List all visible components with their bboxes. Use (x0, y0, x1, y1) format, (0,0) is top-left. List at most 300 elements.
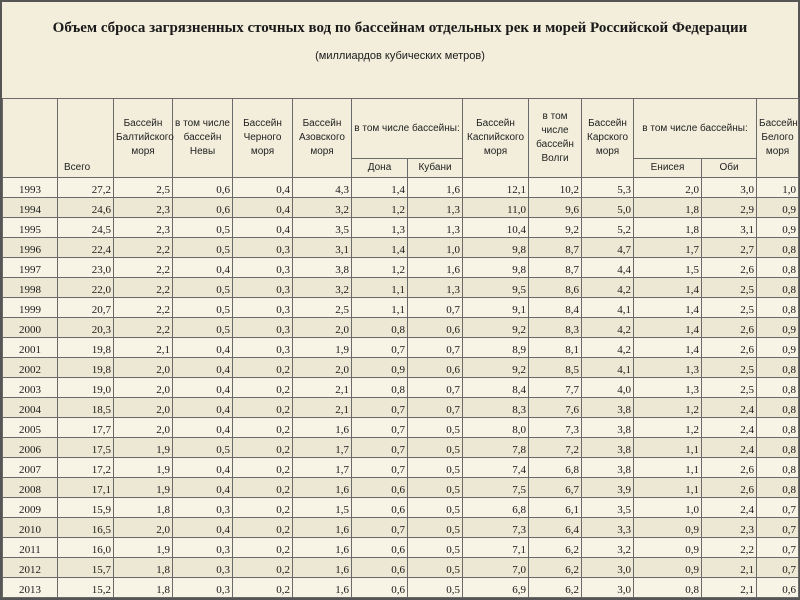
value-cell: 3,1 (293, 238, 352, 258)
value-cell: 0,8 (757, 378, 799, 398)
table-row (3, 398, 799, 418)
table-row (3, 278, 799, 298)
value-cell: 0,5 (408, 538, 463, 558)
value-cell: 0,8 (757, 438, 799, 458)
value-cell: 0,8 (352, 318, 408, 338)
value-cell: 2,1 (293, 398, 352, 418)
value-cell: 7,7 (529, 378, 582, 398)
value-cell: 6,4 (529, 518, 582, 538)
value-cell: 3,0 (702, 178, 757, 198)
value-cell: 1,3 (408, 218, 463, 238)
value-cell: 8,4 (529, 298, 582, 318)
value-cell: 1,3 (634, 358, 702, 378)
value-cell: 3,1 (702, 218, 757, 238)
value-cell: 7,1 (463, 538, 529, 558)
value-cell: 2,2 (702, 538, 757, 558)
table-row (3, 318, 799, 338)
value-cell: 2,1 (114, 338, 173, 358)
value-cell: 6,2 (529, 578, 582, 598)
table-row (3, 558, 799, 578)
year-cell: 2000 (3, 318, 58, 338)
year-cell: 1994 (3, 198, 58, 218)
table-row (3, 438, 799, 458)
value-cell: 0,9 (352, 358, 408, 378)
value-cell: 1,4 (634, 318, 702, 338)
value-cell: 2,5 (114, 178, 173, 198)
value-cell: 2,6 (702, 478, 757, 498)
value-cell: 1,2 (634, 398, 702, 418)
value-cell: 3,8 (582, 438, 634, 458)
value-cell: 0,5 (173, 238, 233, 258)
units-subtitle: (миллиардов кубических метров) (315, 50, 485, 62)
value-cell: 8,4 (463, 378, 529, 398)
value-cell: 3,2 (293, 198, 352, 218)
value-cell: 0,8 (757, 358, 799, 378)
value-cell: 1,6 (293, 558, 352, 578)
header-caspian: Бассейн Каспийского моря (463, 99, 529, 178)
value-cell: 0,5 (408, 418, 463, 438)
value-cell: 3,3 (582, 518, 634, 538)
year-cell: 2013 (3, 578, 58, 598)
value-cell: 2,6 (702, 458, 757, 478)
value-cell: 0,9 (757, 338, 799, 358)
value-cell: 0,7 (757, 518, 799, 538)
value-cell: 1,5 (634, 258, 702, 278)
value-cell: 1,3 (408, 198, 463, 218)
value-cell: 1,9 (114, 478, 173, 498)
value-cell: 2,2 (114, 298, 173, 318)
value-cell: 0,6 (408, 318, 463, 338)
value-cell: 8,7 (529, 258, 582, 278)
value-cell: 0,2 (233, 398, 293, 418)
value-cell: 0,8 (757, 418, 799, 438)
value-cell: 2,0 (293, 358, 352, 378)
header-kara-subbasins: в том числе бассейны: (634, 99, 757, 159)
value-cell: 2,0 (114, 418, 173, 438)
value-cell: 2,1 (293, 378, 352, 398)
value-cell: 3,2 (582, 538, 634, 558)
value-cell: 1,3 (408, 278, 463, 298)
value-cell: 2,6 (702, 258, 757, 278)
value-cell: 2,6 (702, 338, 757, 358)
value-cell: 2,6 (702, 318, 757, 338)
year-cell: 1996 (3, 238, 58, 258)
discharge-table (2, 98, 799, 598)
value-cell: 0,5 (408, 578, 463, 598)
value-cell: 1,3 (352, 218, 408, 238)
value-cell: 2,4 (702, 498, 757, 518)
value-cell: 0,8 (352, 378, 408, 398)
value-cell: 0,7 (408, 298, 463, 318)
value-cell: 1,8 (634, 198, 702, 218)
value-cell: 1,6 (293, 578, 352, 598)
year-cell: 2009 (3, 498, 58, 518)
value-cell: 7,4 (463, 458, 529, 478)
year-cell: 2011 (3, 538, 58, 558)
value-cell: 0,5 (173, 298, 233, 318)
value-cell: 15,2 (58, 578, 114, 598)
value-cell: 0,8 (757, 398, 799, 418)
value-cell: 1,4 (352, 178, 408, 198)
value-cell: 16,5 (58, 518, 114, 538)
value-cell: 0,4 (173, 378, 233, 398)
value-cell: 1,8 (114, 498, 173, 518)
value-cell: 3,8 (582, 458, 634, 478)
value-cell: 1,0 (757, 178, 799, 198)
value-cell: 2,0 (114, 518, 173, 538)
value-cell: 9,5 (463, 278, 529, 298)
value-cell: 1,7 (293, 458, 352, 478)
year-cell: 1999 (3, 298, 58, 318)
value-cell: 0,5 (173, 218, 233, 238)
value-cell: 9,6 (529, 198, 582, 218)
value-cell: 2,1 (702, 558, 757, 578)
table-row (3, 418, 799, 438)
header-kuban: Кубани (408, 159, 463, 178)
value-cell: 17,2 (58, 458, 114, 478)
value-cell: 1,7 (293, 438, 352, 458)
value-cell: 0,6 (173, 198, 233, 218)
value-cell: 6,8 (529, 458, 582, 478)
value-cell: 0,4 (173, 358, 233, 378)
value-cell: 19,0 (58, 378, 114, 398)
value-cell: 0,5 (173, 318, 233, 338)
value-cell: 0,6 (352, 538, 408, 558)
value-cell: 1,9 (114, 538, 173, 558)
value-cell: 0,7 (352, 458, 408, 478)
value-cell: 0,7 (352, 398, 408, 418)
year-cell: 2002 (3, 358, 58, 378)
value-cell: 0,5 (408, 438, 463, 458)
value-cell: 0,7 (757, 498, 799, 518)
value-cell: 0,2 (233, 458, 293, 478)
value-cell: 9,2 (463, 318, 529, 338)
year-cell: 2006 (3, 438, 58, 458)
table-row (3, 338, 799, 358)
value-cell: 0,7 (757, 558, 799, 578)
value-cell: 6,2 (529, 558, 582, 578)
value-cell: 0,4 (233, 178, 293, 198)
header-ob: Оби (702, 159, 757, 178)
value-cell: 0,3 (233, 298, 293, 318)
value-cell: 4,2 (582, 338, 634, 358)
value-cell: 0,2 (233, 378, 293, 398)
value-cell: 3,2 (293, 278, 352, 298)
value-cell: 1,2 (352, 198, 408, 218)
value-cell: 3,9 (582, 478, 634, 498)
table-row (3, 538, 799, 558)
value-cell: 1,6 (293, 538, 352, 558)
value-cell: 0,9 (757, 318, 799, 338)
value-cell: 0,4 (233, 198, 293, 218)
value-cell: 20,7 (58, 298, 114, 318)
table-row (3, 298, 799, 318)
value-cell: 2,9 (702, 198, 757, 218)
value-cell: 23,0 (58, 258, 114, 278)
value-cell: 0,6 (352, 558, 408, 578)
value-cell: 6,7 (529, 478, 582, 498)
value-cell: 1,4 (352, 238, 408, 258)
value-cell: 2,2 (114, 258, 173, 278)
value-cell: 0,9 (757, 198, 799, 218)
value-cell: 1,9 (114, 438, 173, 458)
value-cell: 3,8 (582, 418, 634, 438)
value-cell: 0,4 (173, 518, 233, 538)
value-cell: 9,2 (463, 358, 529, 378)
value-cell: 0,4 (173, 478, 233, 498)
value-cell: 0,7 (408, 378, 463, 398)
value-cell: 10,2 (529, 178, 582, 198)
value-cell: 1,1 (352, 298, 408, 318)
value-cell: 1,7 (634, 238, 702, 258)
value-cell: 22,4 (58, 238, 114, 258)
value-cell: 8,7 (529, 238, 582, 258)
value-cell: 1,6 (293, 418, 352, 438)
value-cell: 17,5 (58, 438, 114, 458)
value-cell: 4,2 (582, 278, 634, 298)
value-cell: 0,8 (757, 298, 799, 318)
value-cell: 2,0 (114, 398, 173, 418)
table-row (3, 458, 799, 478)
header-white-sea: Бассейн Белого моря (757, 99, 799, 178)
value-cell: 6,1 (529, 498, 582, 518)
header-kara: Бассейн Карского моря (582, 99, 634, 178)
year-cell: 2005 (3, 418, 58, 438)
value-cell: 1,6 (408, 178, 463, 198)
value-cell: 1,5 (293, 498, 352, 518)
value-cell: 0,8 (634, 578, 702, 598)
value-cell: 0,3 (233, 238, 293, 258)
value-cell: 0,7 (757, 538, 799, 558)
header-neva: в том числе бассейн Невы (173, 99, 233, 178)
value-cell: 2,3 (114, 198, 173, 218)
value-cell: 2,4 (702, 418, 757, 438)
value-cell: 8,3 (463, 398, 529, 418)
value-cell: 2,5 (293, 298, 352, 318)
value-cell: 4,1 (582, 298, 634, 318)
value-cell: 0,2 (233, 518, 293, 538)
value-cell: 4,2 (582, 318, 634, 338)
header-baltic: Бассейн Балтийского моря (114, 99, 173, 178)
value-cell: 9,1 (463, 298, 529, 318)
table-row (3, 358, 799, 378)
value-cell: 2,1 (702, 578, 757, 598)
value-cell: 4,7 (582, 238, 634, 258)
value-cell: 0,2 (233, 438, 293, 458)
value-cell: 0,7 (408, 398, 463, 418)
value-cell: 0,5 (408, 558, 463, 578)
value-cell: 27,2 (58, 178, 114, 198)
value-cell: 0,6 (408, 358, 463, 378)
value-cell: 0,4 (173, 398, 233, 418)
year-cell: 2010 (3, 518, 58, 538)
value-cell: 8,1 (529, 338, 582, 358)
value-cell: 15,9 (58, 498, 114, 518)
header-yenisei: Енисея (634, 159, 702, 178)
value-cell: 6,8 (463, 498, 529, 518)
value-cell: 6,9 (463, 578, 529, 598)
value-cell: 4,3 (293, 178, 352, 198)
value-cell: 1,1 (352, 278, 408, 298)
year-header-cell (3, 99, 58, 178)
value-cell: 5,2 (582, 218, 634, 238)
table-row (3, 258, 799, 278)
value-cell: 7,0 (463, 558, 529, 578)
value-cell: 1,6 (293, 478, 352, 498)
value-cell: 3,5 (582, 498, 634, 518)
value-cell: 0,4 (173, 338, 233, 358)
value-cell: 1,6 (293, 518, 352, 538)
table-row (3, 498, 799, 518)
value-cell: 4,1 (582, 358, 634, 378)
value-cell: 1,0 (634, 498, 702, 518)
value-cell: 0,4 (173, 458, 233, 478)
value-cell: 0,7 (352, 518, 408, 538)
value-cell: 7,2 (529, 438, 582, 458)
value-cell: 0,9 (757, 218, 799, 238)
year-cell: 2004 (3, 398, 58, 418)
value-cell: 0,8 (757, 278, 799, 298)
value-cell: 1,1 (634, 458, 702, 478)
table-row (3, 478, 799, 498)
value-cell: 1,1 (634, 438, 702, 458)
value-cell: 2,7 (702, 238, 757, 258)
value-cell: 7,3 (463, 518, 529, 538)
value-cell: 22,0 (58, 278, 114, 298)
value-cell: 17,1 (58, 478, 114, 498)
value-cell: 0,4 (233, 218, 293, 238)
value-cell: 7,6 (529, 398, 582, 418)
value-cell: 2,4 (702, 438, 757, 458)
header-azov-subbasins: в том числе бассейны: (352, 99, 463, 159)
value-cell: 1,1 (634, 478, 702, 498)
table-row (3, 198, 799, 218)
value-cell: 0,7 (352, 418, 408, 438)
value-cell: 8,5 (529, 358, 582, 378)
value-cell: 0,5 (408, 498, 463, 518)
value-cell: 1,0 (408, 238, 463, 258)
year-cell: 1995 (3, 218, 58, 238)
value-cell: 0,8 (757, 258, 799, 278)
value-cell: 0,9 (634, 558, 702, 578)
table-body (3, 178, 799, 598)
value-cell: 2,0 (293, 318, 352, 338)
value-cell: 5,3 (582, 178, 634, 198)
value-cell: 3,8 (293, 258, 352, 278)
value-cell: 0,6 (352, 478, 408, 498)
year-cell: 2003 (3, 378, 58, 398)
value-cell: 0,2 (233, 558, 293, 578)
value-cell: 8,3 (529, 318, 582, 338)
value-cell: 0,5 (408, 478, 463, 498)
value-cell: 0,2 (233, 478, 293, 498)
value-cell: 2,5 (702, 278, 757, 298)
value-cell: 4,0 (582, 378, 634, 398)
value-cell: 18,5 (58, 398, 114, 418)
value-cell: 1,4 (634, 278, 702, 298)
value-cell: 0,5 (408, 518, 463, 538)
value-cell: 7,5 (463, 478, 529, 498)
value-cell: 2,0 (634, 178, 702, 198)
value-cell: 2,5 (702, 298, 757, 318)
value-cell: 2,2 (114, 278, 173, 298)
value-cell: 1,2 (634, 418, 702, 438)
header-black-sea: Бассейн Черного моря (233, 99, 293, 178)
value-cell: 0,3 (233, 318, 293, 338)
page-title: Объем сброса загрязненных сточных вод по бассейнам отдельных рек и морей Российской Федерации (52, 20, 748, 36)
header-volga: в том числе бассейн Волги (529, 99, 582, 178)
value-cell: 7,3 (529, 418, 582, 438)
value-cell: 0,5 (408, 458, 463, 478)
header-azov: Бассейн Азовского моря (293, 99, 352, 178)
value-cell: 2,0 (114, 358, 173, 378)
value-cell: 3,0 (582, 558, 634, 578)
value-cell: 8,6 (529, 278, 582, 298)
value-cell: 0,3 (173, 578, 233, 598)
value-cell: 9,8 (463, 258, 529, 278)
value-cell: 1,8 (114, 578, 173, 598)
header-don: Дона (352, 159, 408, 178)
value-cell: 0,4 (173, 418, 233, 438)
value-cell: 5,0 (582, 198, 634, 218)
value-cell: 0,9 (634, 518, 702, 538)
value-cell: 19,8 (58, 338, 114, 358)
value-cell: 1,6 (408, 258, 463, 278)
value-cell: 15,7 (58, 558, 114, 578)
value-cell: 0,6 (173, 178, 233, 198)
value-cell: 2,5 (702, 378, 757, 398)
value-cell: 17,7 (58, 418, 114, 438)
year-cell: 2012 (3, 558, 58, 578)
value-cell: 0,3 (233, 278, 293, 298)
value-cell: 6,2 (529, 538, 582, 558)
title-block (2, 2, 798, 98)
table-row (3, 178, 799, 198)
value-cell: 12,1 (463, 178, 529, 198)
year-cell: 2001 (3, 338, 58, 358)
value-cell: 0,7 (352, 338, 408, 358)
value-cell: 8,0 (463, 418, 529, 438)
value-cell: 1,4 (634, 298, 702, 318)
value-cell: 1,9 (114, 458, 173, 478)
value-cell: 0,2 (233, 498, 293, 518)
value-cell: 3,8 (582, 398, 634, 418)
value-cell: 1,8 (634, 218, 702, 238)
year-cell: 1998 (3, 278, 58, 298)
value-cell: 0,2 (233, 358, 293, 378)
value-cell: 1,3 (634, 378, 702, 398)
value-cell: 2,0 (114, 378, 173, 398)
table-row (3, 378, 799, 398)
value-cell: 24,5 (58, 218, 114, 238)
value-cell: 0,4 (173, 258, 233, 278)
value-cell: 1,2 (352, 258, 408, 278)
value-cell: 0,5 (173, 438, 233, 458)
value-cell: 10,4 (463, 218, 529, 238)
value-cell: 9,2 (529, 218, 582, 238)
value-cell: 0,5 (173, 278, 233, 298)
value-cell: 19,8 (58, 358, 114, 378)
value-cell: 0,8 (757, 238, 799, 258)
value-cell: 16,0 (58, 538, 114, 558)
year-cell: 2007 (3, 458, 58, 478)
value-cell: 0,3 (173, 538, 233, 558)
value-cell: 0,7 (352, 438, 408, 458)
table-row (3, 238, 799, 258)
value-cell: 8,9 (463, 338, 529, 358)
value-cell: 1,4 (634, 338, 702, 358)
value-cell: 3,5 (293, 218, 352, 238)
